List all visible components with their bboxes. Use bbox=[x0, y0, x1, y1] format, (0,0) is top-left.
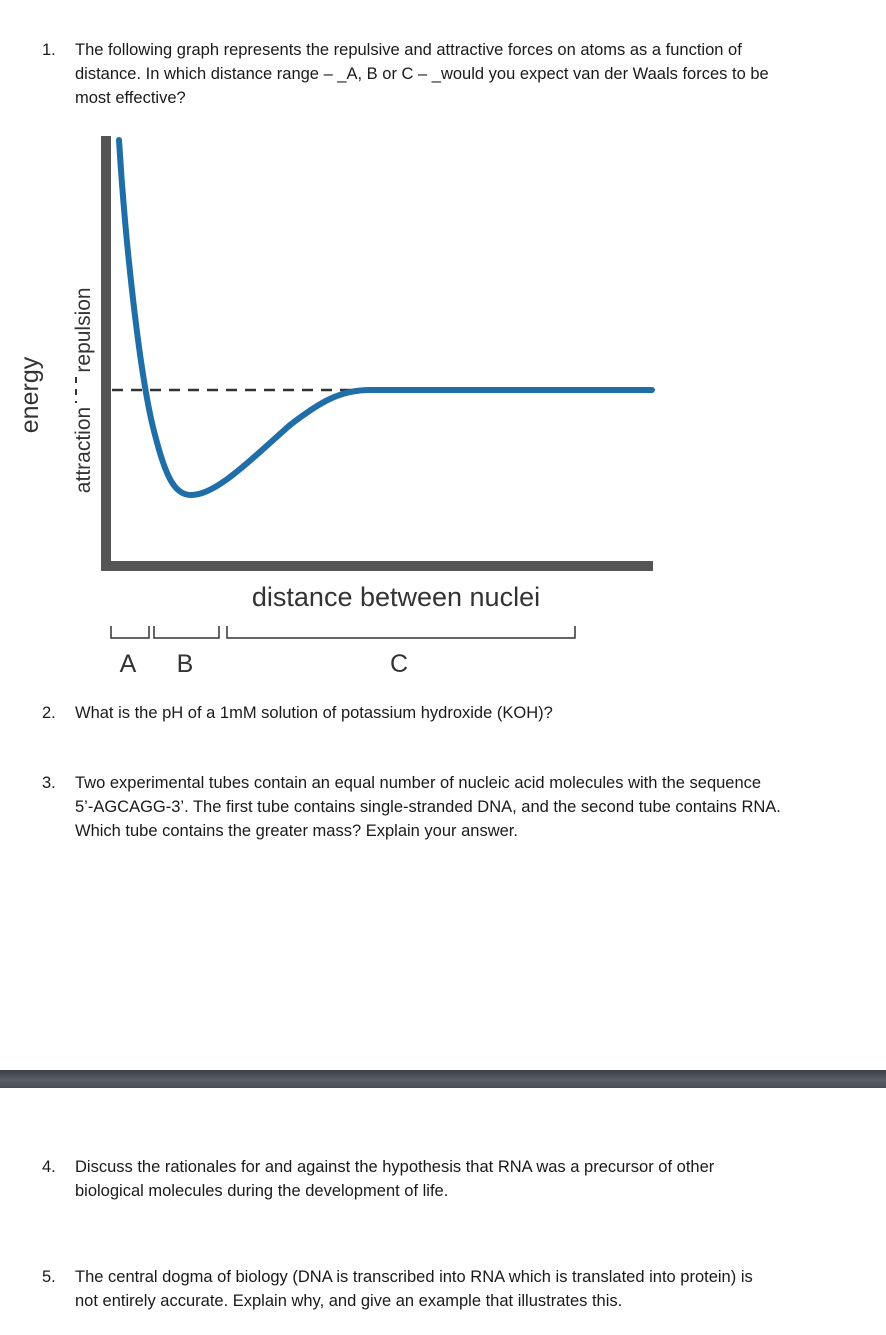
question-text bbox=[75, 701, 553, 725]
question-number: 2. bbox=[42, 704, 56, 722]
question-line: biological molecules during the development of life. bbox=[75, 1182, 449, 1200]
question-number: 1. bbox=[42, 41, 56, 59]
x-axis-label: distance between nuclei bbox=[251, 582, 541, 612]
question-line: Which tube contains the greater mass? Explain your answer. bbox=[75, 822, 518, 840]
question-text bbox=[75, 771, 781, 843]
range-label-a: A bbox=[119, 650, 137, 678]
range-label-b: B bbox=[176, 650, 194, 678]
question-text bbox=[75, 38, 769, 110]
region-label-attraction: attraction bbox=[72, 406, 95, 494]
question-line: most effective? bbox=[75, 89, 186, 107]
y-axis-label: energy bbox=[16, 356, 44, 434]
question-line: Discuss the rationales for and against the hypothesis that RNA was a precursor of other bbox=[75, 1158, 715, 1176]
question-number: 5. bbox=[42, 1268, 56, 1286]
question-line: 5’-AGCAGG-3’. The first tube contains single-stranded DNA, and the second tube contains RNA. bbox=[75, 798, 781, 816]
range-bracket-c bbox=[227, 626, 575, 638]
question-line: distance. In which distance range – _A, B or C – _would you expect van der Waals forces to be bbox=[75, 65, 769, 83]
question-number: 4. bbox=[42, 1158, 56, 1176]
question-line: The central dogma of biology (DNA is transcribed into RNA which is translated into protein) is bbox=[75, 1268, 753, 1286]
range-label-c: C bbox=[389, 650, 409, 678]
range-bracket-a bbox=[111, 626, 149, 638]
energy-curve bbox=[119, 140, 652, 495]
question-line: Two experimental tubes contain an equal number of nucleic acid molecules with the sequence bbox=[75, 774, 762, 792]
question-text bbox=[75, 1155, 714, 1203]
question-line: What is the pH of a 1mM solution of potassium hydroxide (KOH)? bbox=[75, 704, 553, 722]
question-text bbox=[75, 1265, 753, 1313]
question-line: The following graph represents the repulsive and attractive forces on atoms as a function of bbox=[75, 41, 742, 59]
question-line: not entirely accurate. Explain why, and give an example that illustrates this. bbox=[75, 1292, 623, 1310]
region-label-repulsion: repulsion bbox=[72, 287, 95, 373]
question-number: 3. bbox=[42, 774, 56, 792]
page-divider bbox=[0, 1070, 886, 1088]
energy-distance-graph bbox=[0, 120, 886, 690]
range-bracket-b bbox=[154, 626, 219, 638]
